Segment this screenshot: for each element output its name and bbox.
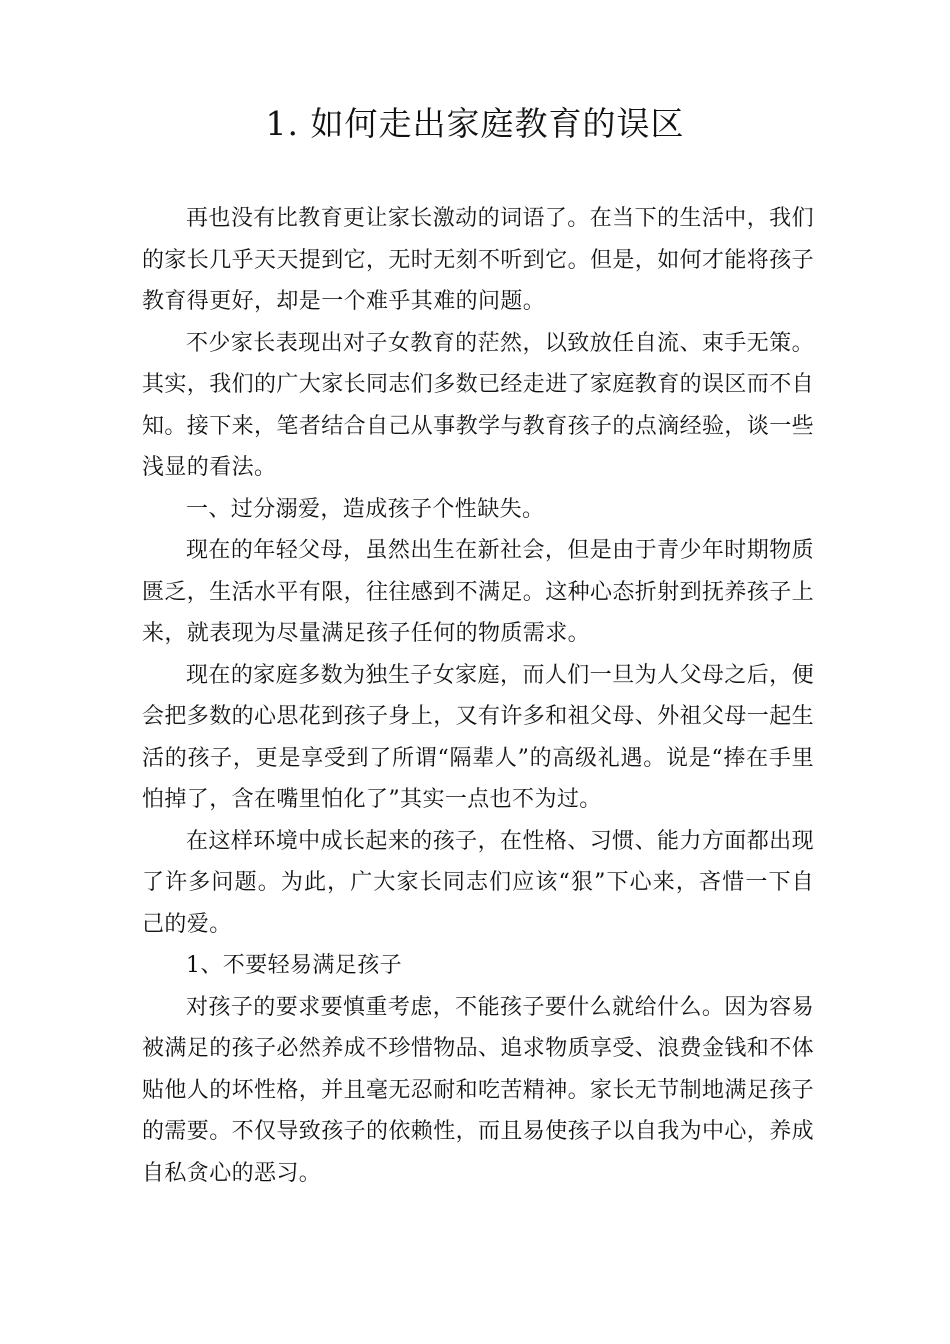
paragraph-requirements: 对孩子的要求要慎重考虑，不能孩子要什么就给什么。因为容易被满足的孩子必然养成不珍惜物品、追求物质享受、浪费金钱和不体贴他人的坏性格，并且毫无忍耐和吃苦精神。家长无节制地满足孩子的需要。不仅导致孩子的依赖性，而且易使孩子以自我为中心，养成自私贪心的恶习。 [142, 994, 815, 1186]
document-title: 1. 如何走出家庭教育的误区 [265, 104, 685, 143]
paragraph-problems: 在这样环境中成长起来的孩子，在性格、习惯、能力方面都出现了许多问题。为此，广大家长同志们应该“狠”下心来，吝惜一下自己的爱。 [142, 828, 814, 937]
document-body [142, 198, 814, 1194]
subsection-heading-1: 1、不要轻易满足孩子 [186, 953, 402, 978]
paragraph-families: 现在的家庭多数为独生子女家庭，而人们一旦为人父母之后，便会把多数的心思花到孩子身上，又有许多和祖父母、外祖父母一起生活的孩子，更是享受到了所谓“隔辈人”的高级礼遇。说是“捧在手里怕掉了，含在嘴里怕化了”其实一点也不为过。 [142, 662, 815, 812]
paragraph-intro: 再也没有比教育更让家长激动的词语了。在当下的生活中，我们的家长几乎天天提到它，无时无刻不听到它。但是，如何才能将孩子教育得更好，却是一个难乎其难的问题。 [142, 206, 815, 314]
paragraph-context: 不少家长表现出对子女教育的茫然，以致放任自流、束手无策。其实，我们的广大家长同志们多数已经走进了家庭教育的误区而不自知。接下来，笔者结合自己从事教学与教育孩子的点滴经验，谈一些浅显的看法。 [142, 330, 815, 480]
section-heading-1: 一、过分溺爱，造成孩子个性缺失。 [186, 496, 545, 522]
paragraph-parents: 现在的年轻父母，虽然出生在新社会，但是由于青少年时期物质匮乏，生活水平有限，往往感到不满足。这种心态折射到抚养孩子上来，就表现为尽量满足孩子任何的物质需求。 [142, 538, 815, 646]
